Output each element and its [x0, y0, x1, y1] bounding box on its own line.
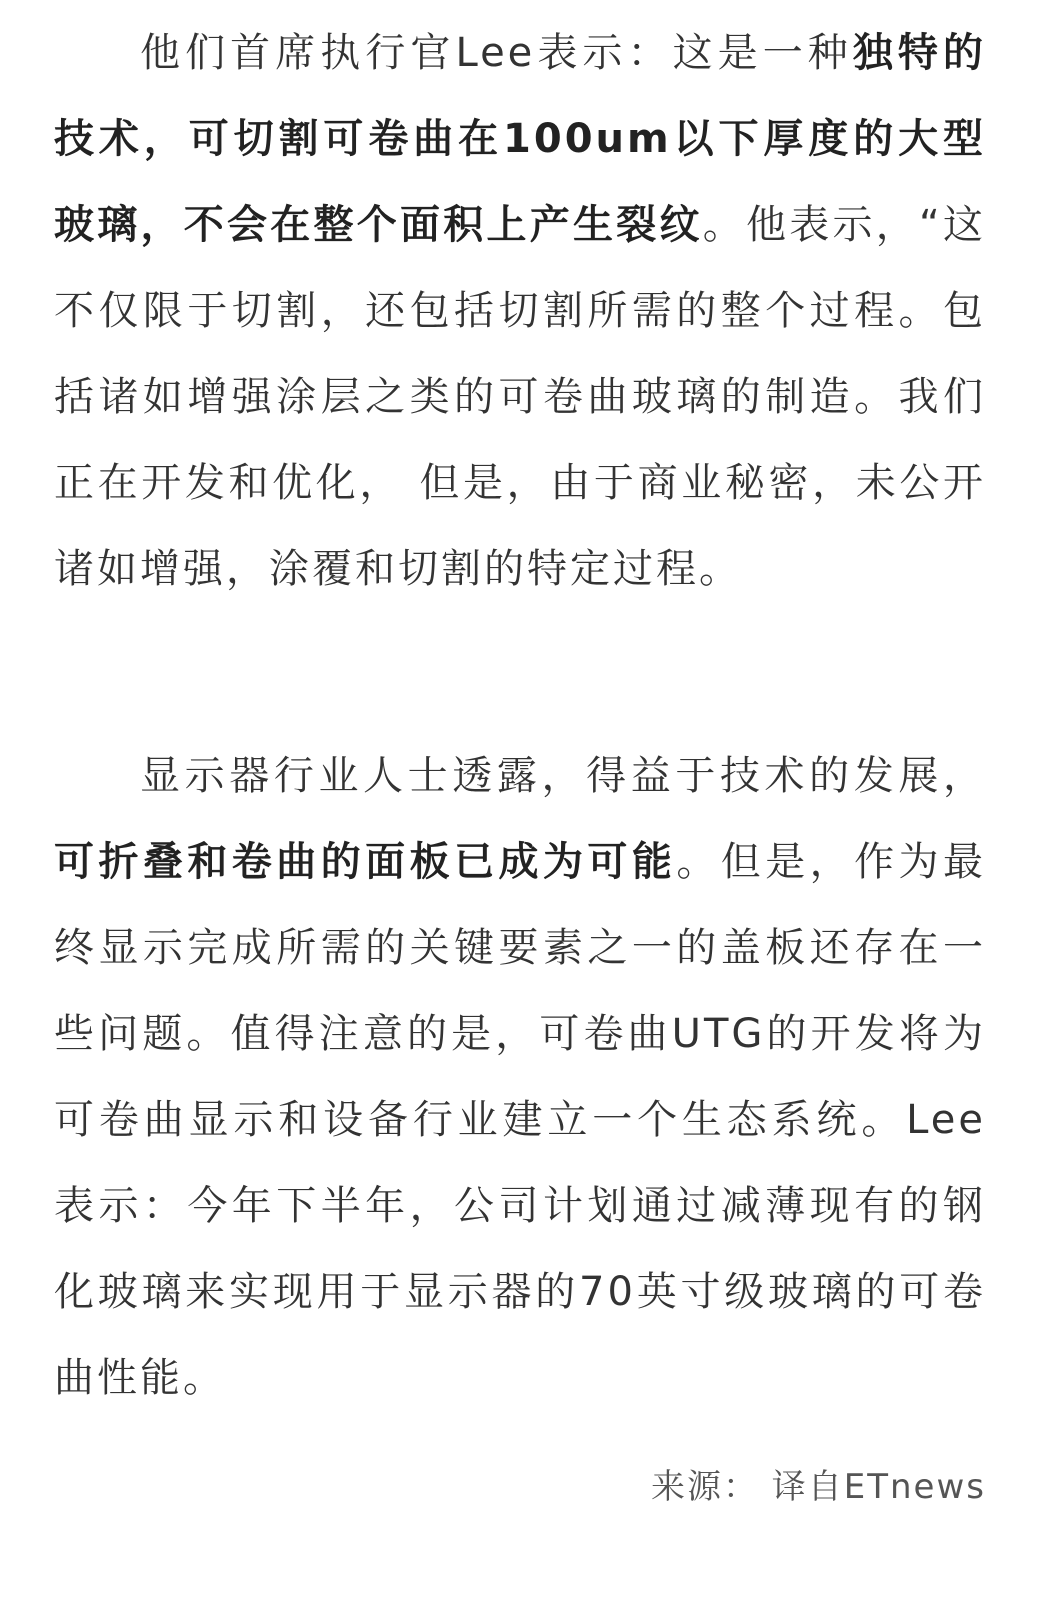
source-attribution: 来源： 译自ETnews	[650, 1467, 986, 1507]
paragraph-2-bold-text: 可折叠和卷曲的面板已成为可能	[54, 839, 677, 885]
paragraph-1-text-start: 他们首席执行官Lee表示：这是一种	[140, 30, 853, 76]
paragraph-1-bold-text: 独特的技术，可切割可卷曲在100um以下厚度的大型玻璃，不会在整个面积上产生裂纹	[54, 30, 986, 248]
paragraph-1-text-end: 。他表示，“这不仅限于切割，还包括切割所需的整个过程。包括诸如增强涂层之类的可卷曲玻璃的制造。我们正在开发和优化， 但是，由于商业秘密，未公开诸如增强，涂覆和切割的特定过程。	[54, 202, 986, 592]
paragraph-1	[54, 10, 986, 612]
paragraph-2	[54, 733, 986, 1421]
paragraph-2-text-end: 。但是，作为最终显示完成所需的关键要素之一的盖板还存在一些问题。值得注意的是，可卷曲UTG的开发将为可卷曲显示和设备行业建立一个生态系统。Lee表示：今年下半年，公司计划通过减薄现有的钢化玻璃来实现用于显示器的70英寸级玻璃的可卷曲性能。	[54, 839, 987, 1401]
paragraph-2-text-start: 显示器行业人士透露，得益于技术的发展，	[140, 753, 986, 799]
